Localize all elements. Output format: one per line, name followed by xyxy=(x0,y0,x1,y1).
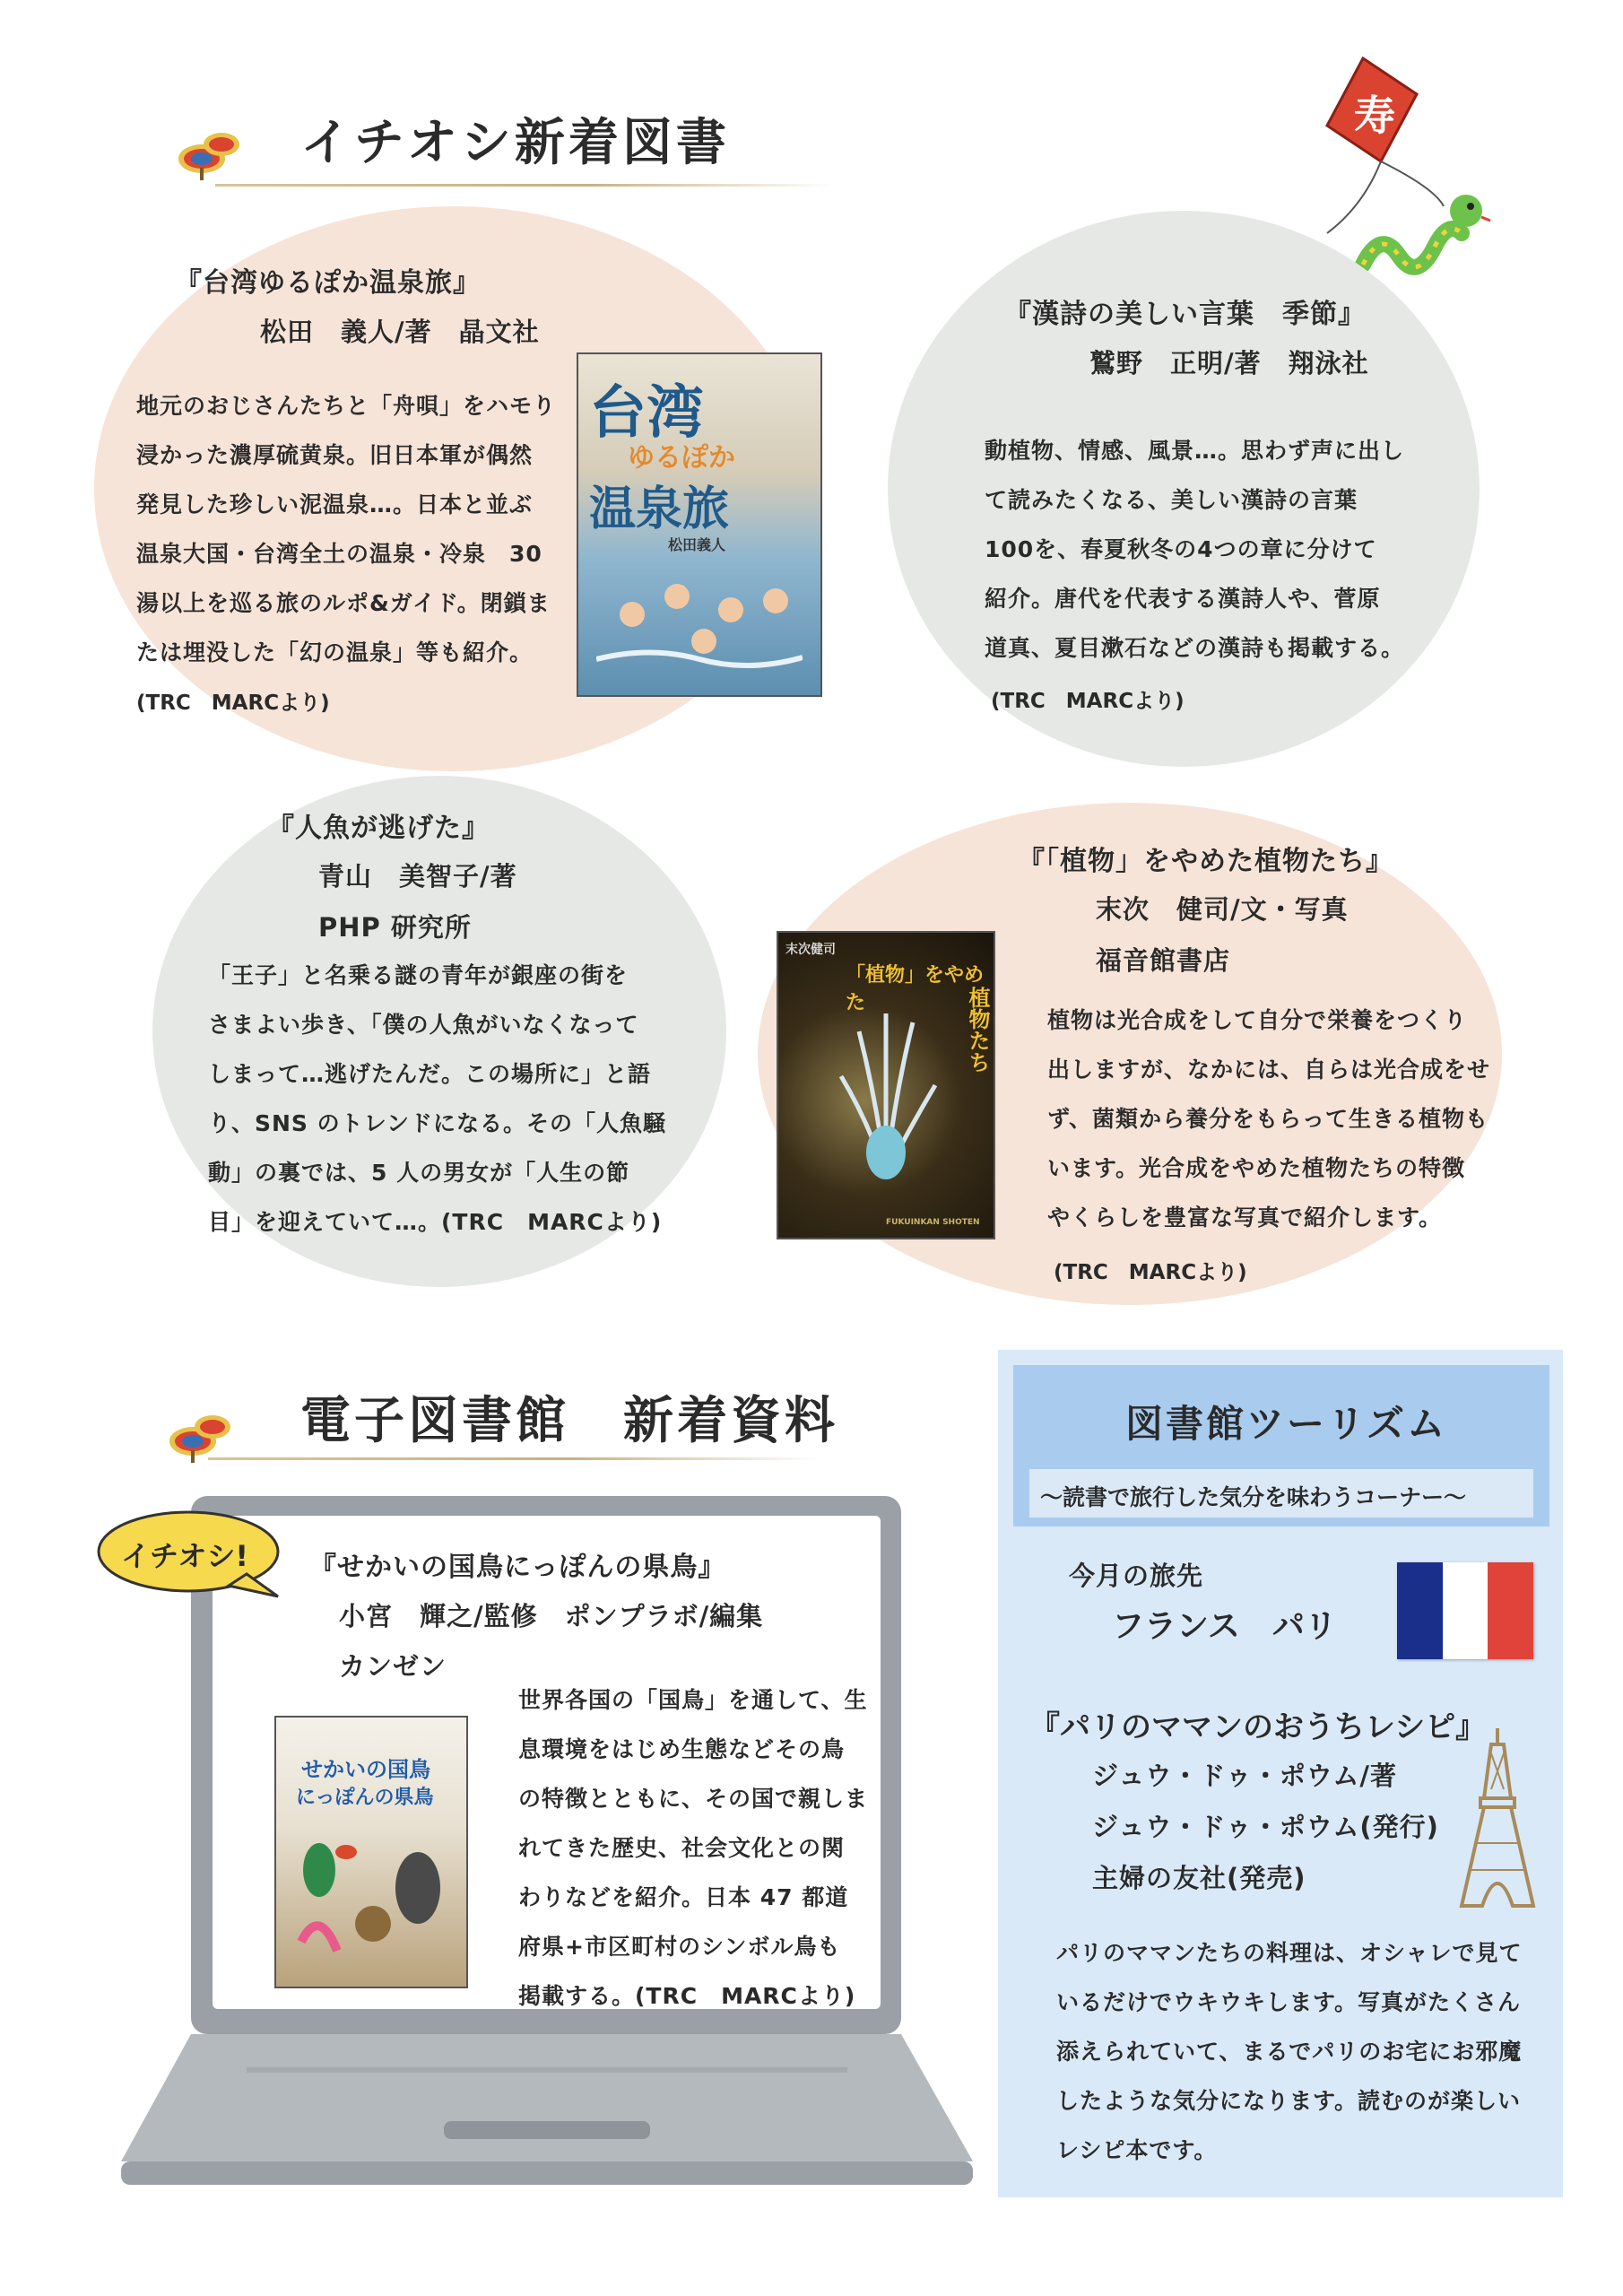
book-4-source: (TRC MARCより) xyxy=(1054,1261,1247,1284)
book-2-source: (TRC MARCより) xyxy=(991,690,1185,713)
ebook-cover xyxy=(276,1718,466,1987)
spinning-top-icon xyxy=(175,121,247,184)
ebook-description: 世界各国の「国鳥」を通して、生 息環境をはじめ生態などその鳥 の特徴とともに、その国で親しま れてきた歴史、社会文化との関 わりなどを紹介。日本 47 都道 府県+市区町村のシンボル鳥も 掲載する。(TRC MARCより) xyxy=(518,1687,869,2009)
cover-1-line1: 台湾 xyxy=(589,380,704,447)
ebook-cover-birds-illustration xyxy=(283,1816,459,1978)
ebook-author: 小宮 輝之/監修 ポンプラボ/編集 xyxy=(339,1601,764,1631)
cover-4-line2: 植物たち xyxy=(965,987,990,1073)
cover-4-author: 末次健司 xyxy=(785,943,836,957)
section-heading-ebooks: 電子図書館 新着資料 xyxy=(300,1392,838,1450)
book-1-source: (TRC MARCより) xyxy=(136,691,330,715)
recommend-badge: イチオシ! xyxy=(121,1539,248,1573)
cover-4-line1: 「植物」をやめた xyxy=(846,964,985,1014)
cover-1-author: 松田義人 xyxy=(668,536,726,553)
book-3-publisher: PHP 研究所 xyxy=(318,912,472,943)
book-1-cover xyxy=(578,354,820,695)
tourism-title: 図書館ツーリズム xyxy=(1125,1402,1448,1446)
section-heading-recommended: イチオシ新着図書 xyxy=(300,114,730,172)
tourism-description: パリのママンたちの料理は、オシャレで見て いるだけでウキウキします。写真がたくさん 添えられていて、まるでパリのお宅にお邪魔 したような気分になります。読むのが楽しい レシピ本です。 xyxy=(1056,1940,1523,2163)
cover-4-plant-illustration xyxy=(823,996,949,1202)
destination: フランス パリ xyxy=(1112,1608,1337,1645)
book-4-cover xyxy=(778,933,994,1238)
book-4-publisher: 福音館書店 xyxy=(1096,945,1231,976)
cover-4-publisher: FUKUINKAN SHOTEN xyxy=(886,1218,980,1227)
kite-character: 寿 xyxy=(1354,91,1395,140)
book-3-title: 『人魚が逃げた』 xyxy=(267,813,490,844)
tourism-book-issuer: ジュウ・ドゥ・ポウム(発行) xyxy=(1092,1812,1439,1842)
ebook-publisher: カンゼン xyxy=(339,1651,447,1682)
book-2-title: 『漢詩の美しい言葉 季節』 xyxy=(1004,299,1366,330)
ebook-title: 『せかいの国鳥にっぽんの県鳥』 xyxy=(309,1552,726,1583)
book-3-author: 青山 美智子/著 xyxy=(318,861,517,891)
heading-underline xyxy=(215,184,834,187)
ebook-cover-line1: せかいの国鳥 xyxy=(301,1757,430,1782)
cover-1-line3: 温泉旅 xyxy=(589,483,730,536)
tourism-subtitle: ～読書で旅行した気分を味わうコーナー～ xyxy=(1040,1484,1467,1510)
book-2-description: 動植物、情感、風景…。思わず声に出し て読みたくなる、美しい漢詩の言葉 100を、春夏秋冬の4つの章に分けて 紹介。唐代を代表する漢詩人や、菅原 道真、夏目漱石などの漢詩も掲載する。 xyxy=(985,438,1405,661)
cover-1-bathers-illustration xyxy=(596,561,803,677)
destination-label: 今月の旅先 xyxy=(1069,1561,1204,1591)
heading-underline-2 xyxy=(208,1457,818,1460)
book-1-author: 松田 義人/著 晶文社 xyxy=(260,317,540,347)
tourism-book-author: ジュウ・ドゥ・ポウム/著 xyxy=(1092,1761,1397,1791)
tourism-book-title: 『パリのママンのおうちレシピ』 xyxy=(1029,1709,1487,1745)
book-2-author: 鷲野 正明/著 翔泳社 xyxy=(1089,348,1369,378)
book-3-description: 「王子」と名乗る謎の青年が銀座の街を さまよい歩き、「僕の人魚がいなくなって しまって…逃げたんだ。この場所に」と語 り、SNS のトレンドになる。その「人魚騒 動」の裏では、5 人の男女が「人生の節 目」を迎えていて…。(TRC MARCより) xyxy=(208,962,667,1235)
tourism-book-seller: 主婦の友社(発売) xyxy=(1092,1863,1306,1893)
book-1-title: 『台湾ゆるぽか温泉旅』 xyxy=(175,267,481,299)
book-4-description: 植物は光合成をして自分で栄養をつくり 出しますが、なかには、自らは光合成をせ ず、菌類から養分をもらって生きる植物も います。光合成をやめた植物たちの特徴 やくらしを豊富な写真で紹介します。 xyxy=(1047,1007,1491,1231)
eiffel-tower-icon xyxy=(1457,1726,1538,1910)
book-4-title: 『「植物」をやめた植物たち』 xyxy=(1018,846,1393,877)
book-1-description: 地元のおじさんたちと「舟唄」をハモり 浸かった濃厚硫黄泉。旧日本軍が偶然 発見した珍しい泥温泉…。日本と並ぶ 温泉大国・台湾全土の温泉・冷泉 30 湯以上を巡る旅のルポ&ガイド。閉鎖ま たは埋没した「幻の温泉」等も紹介。 xyxy=(136,393,557,665)
cover-1-line2: ゆるぽか xyxy=(628,442,735,474)
ebook-cover-line2: にっぽんの県鳥 xyxy=(296,1787,434,1809)
book-4-author: 末次 健司/文・写真 xyxy=(1096,894,1349,925)
france-flag-icon xyxy=(1397,1562,1533,1659)
